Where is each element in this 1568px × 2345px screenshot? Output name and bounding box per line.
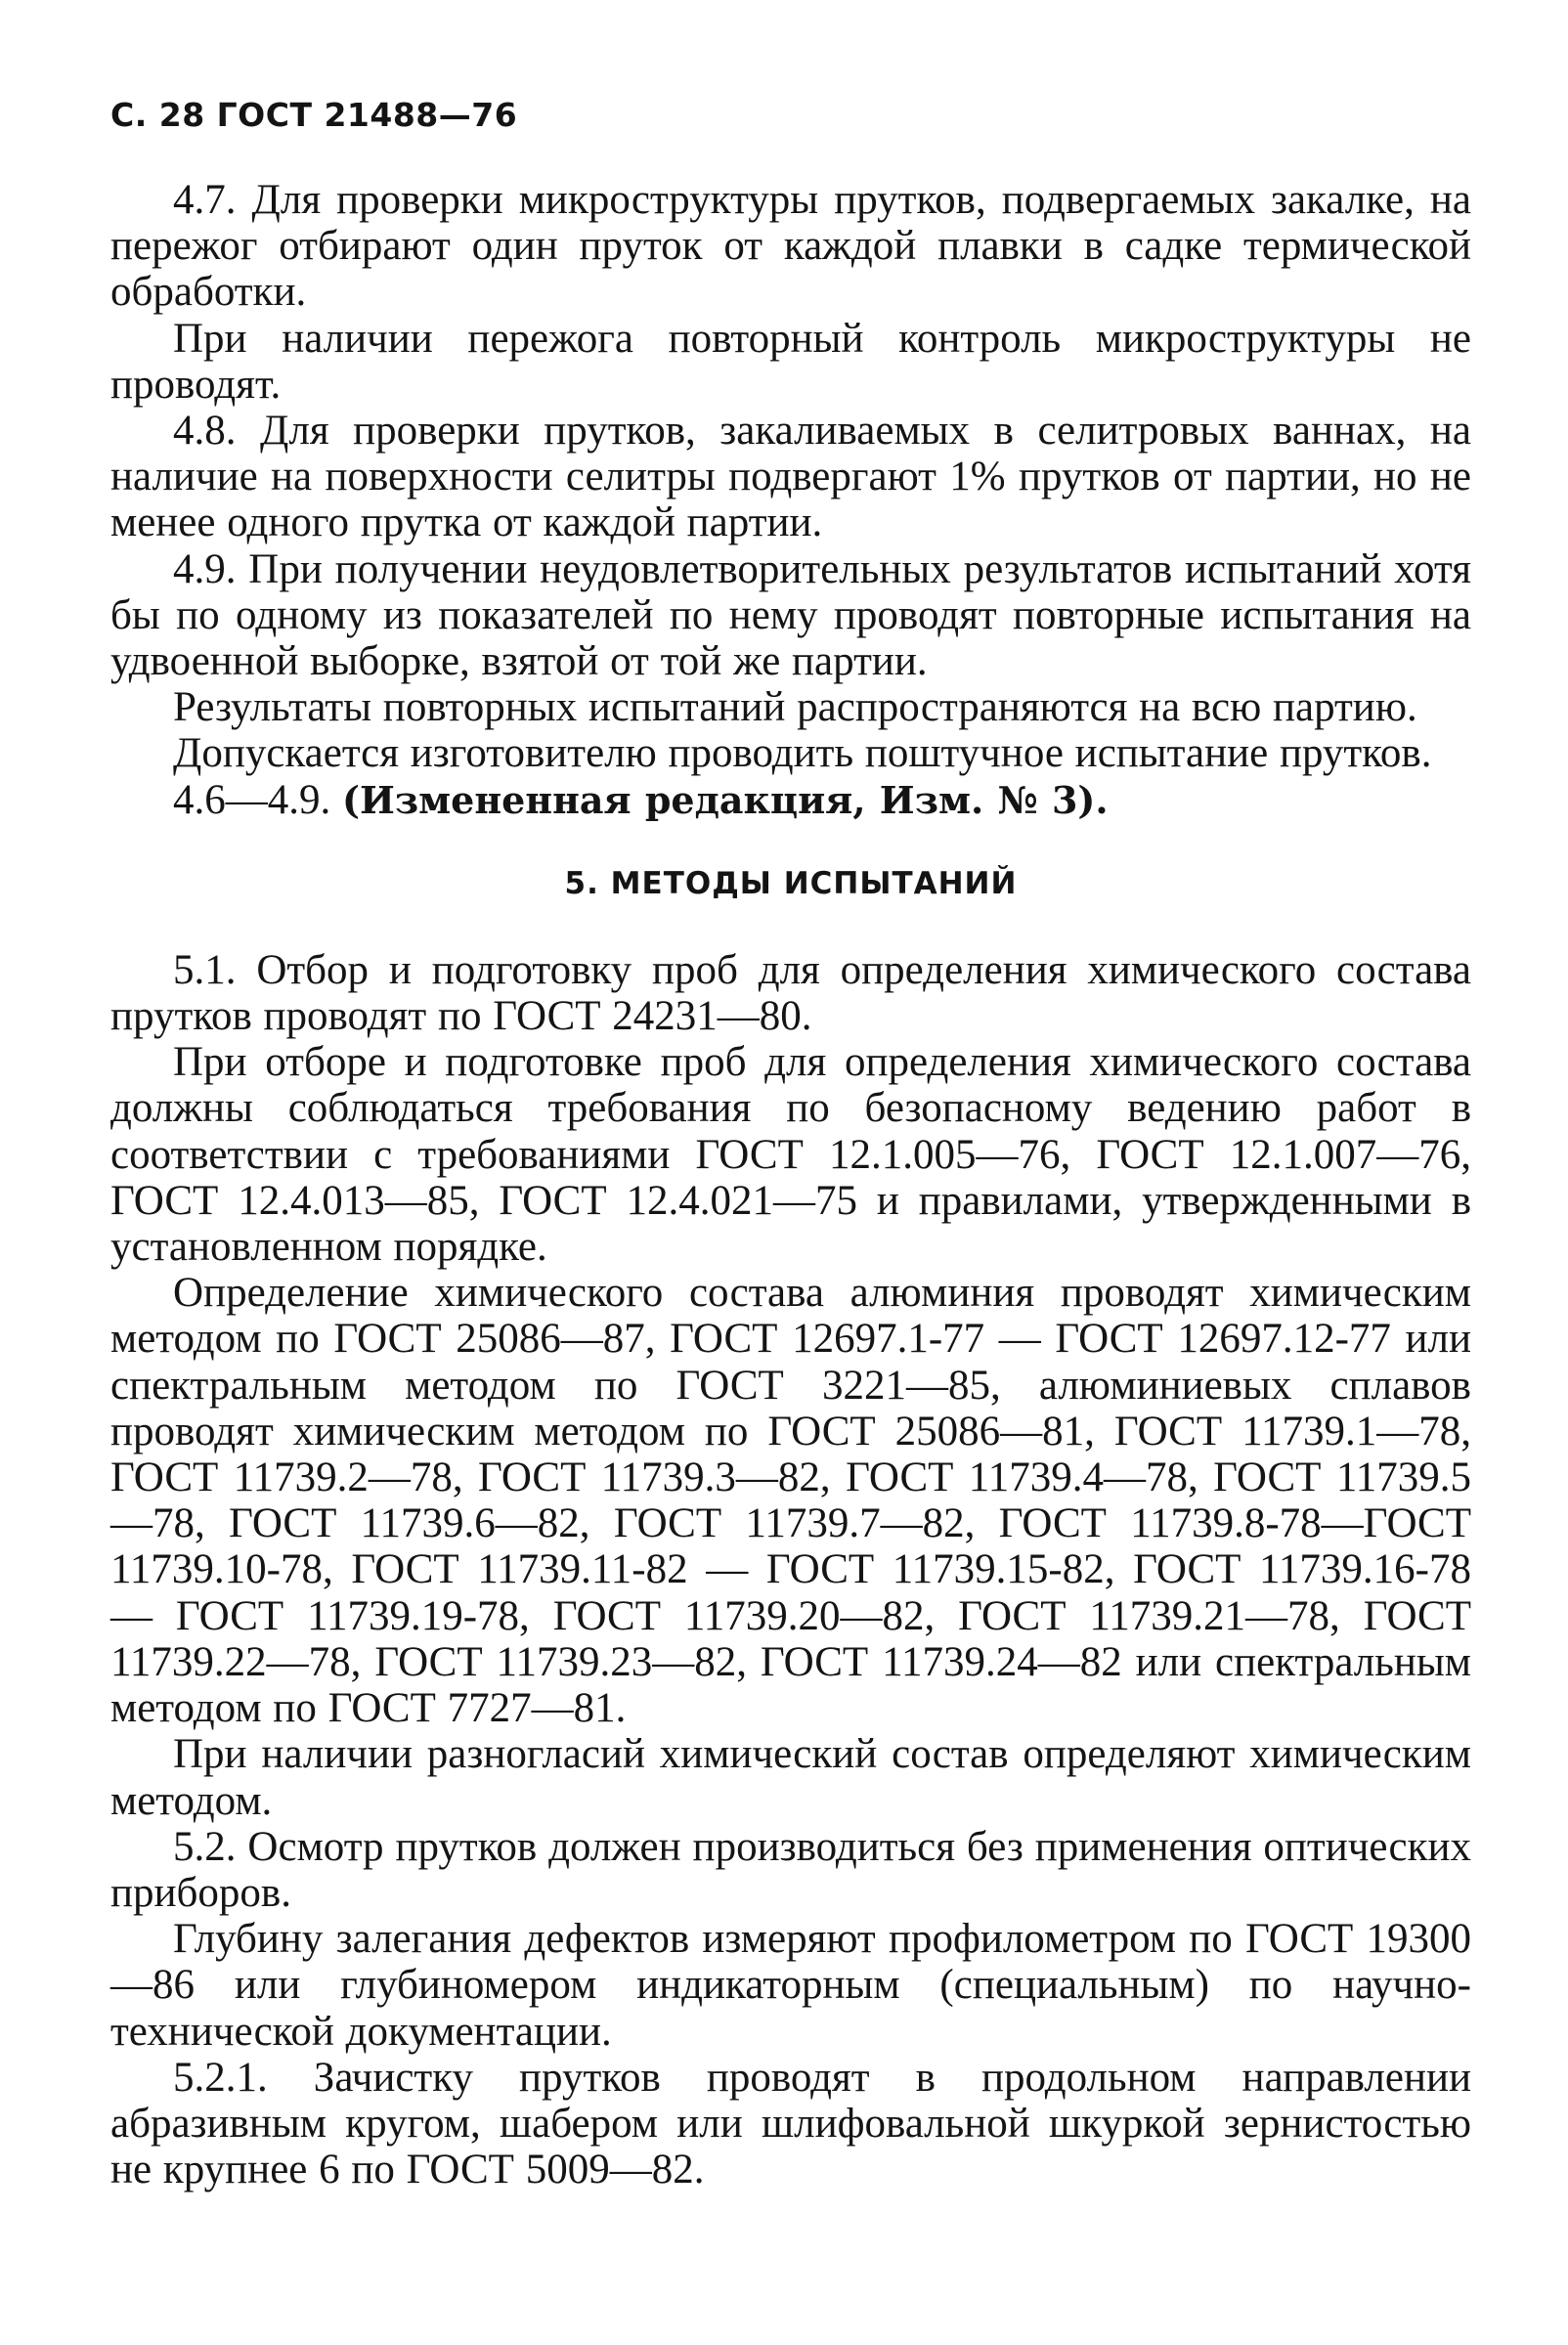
paragraph-4-7: 4.7. Для проверки микроструктуры прутков, подвергаемых закалке, на пережог отбирают один пруток от каждой плавки в садке термической обработки.: [110, 177, 1471, 316]
running-header: С. 28 ГОСТ 21488—76: [110, 96, 518, 134]
paragraph-5-2: 5.2. Осмотр прутков должен производиться без применения оптических приборов.: [110, 1823, 1471, 1916]
paragraph-5-2-depth: Глубину залегания дефектов измеряют профилометром по ГОСТ 19300—86 или глубиномером индикаторным (специальным) по научно-технической документации.: [110, 1916, 1471, 2055]
paragraph-5-1-safety: При отборе и подготовке проб для определения химического состава должны соблюдаться требования по безопасному ведению работ в соответствии с требованиями ГОСТ 12.1.005—76, ГОСТ 12.1.007—76, ГОСТ 12.4.013—85, ГОСТ 12.4.021—75 и правилами, утвержденными в установленном порядке.: [110, 1039, 1471, 1271]
paragraph-5-1: 5.1. Отбор и подготовку проб для определения химического состава прутков проводят по ГОСТ 24231—80.: [110, 946, 1471, 1040]
amendment-ref: 4.6—4.9.: [173, 776, 331, 823]
paragraph-4-9: 4.9. При получении неудовлетворительных результатов испытаний хотя бы по одному из показателей по нему проводят повторные испытания на удвоенной выборке, взятой от той же партии.: [110, 545, 1471, 685]
paragraph-4-9-results: Результаты повторных испытаний распространяются на всю партию.: [173, 684, 1417, 731]
paragraph-4-9-piecewise: Допускается изготовителю проводить поштучное испытание прутков.: [173, 730, 1432, 777]
paragraph-4-8: 4.8. Для проверки прутков, закаливаемых в селитровых ваннах, на наличие на поверхности селитры подвергают 1% прутков от партии, но не менее одного прутка от каждой партии.: [110, 408, 1471, 546]
paragraph-5-1-disputes: При наличии разногласий химический состав определяют химическим методом.: [110, 1731, 1471, 1824]
paragraph-5-2-1: 5.2.1. Зачистку прутков проводят в продольном направлении абразивным кругом, шабером или шлифовальной шкуркой зернистостью не крупнее 6 по ГОСТ 5009—82.: [110, 2054, 1471, 2193]
paragraph-5-1-methods: Определение химического состава алюминия проводят химическим методом по ГОСТ 25086—87, ГОСТ 12697.1-77 — ГОСТ 12697.12-77 или спектральным методом по ГОСТ 3221—85, алюминиевых сплавов проводят химическим методом по ГОСТ 25086—81, ГОСТ 11739.1—78, ГОСТ 11739.2—78, ГОСТ 11739.3—82, ГОСТ 11739.4—78, ГОСТ 11739.5—78, ГОСТ 11739.6—82, ГОСТ 11739.7—82, ГОСТ 11739.8-78—ГОСТ 11739.10-78, ГОСТ 11739.11-82 — ГОСТ 11739.15-82, ГОСТ 11739.16-78 — ГОСТ 11739.19-78, ГОСТ 11739.20—82, ГОСТ 11739.21—78, ГОСТ 11739.22—78, ГОСТ 11739.23—82, ГОСТ 11739.24—82 или спектральным методом по ГОСТ 7727—81.: [110, 1270, 1471, 1732]
amendment-text: (Измененная редакция, Изм. № 3).: [342, 777, 1109, 822]
section-title-test-methods: 5. МЕТОДЫ ИСПЫТАНИЙ: [564, 865, 1018, 901]
paragraph-4-7-note: При наличии пережога повторный контроль микроструктуры не проводят.: [110, 315, 1471, 408]
amendment-note: [110, 777, 1471, 823]
document-page: [110, 96, 1471, 2193]
